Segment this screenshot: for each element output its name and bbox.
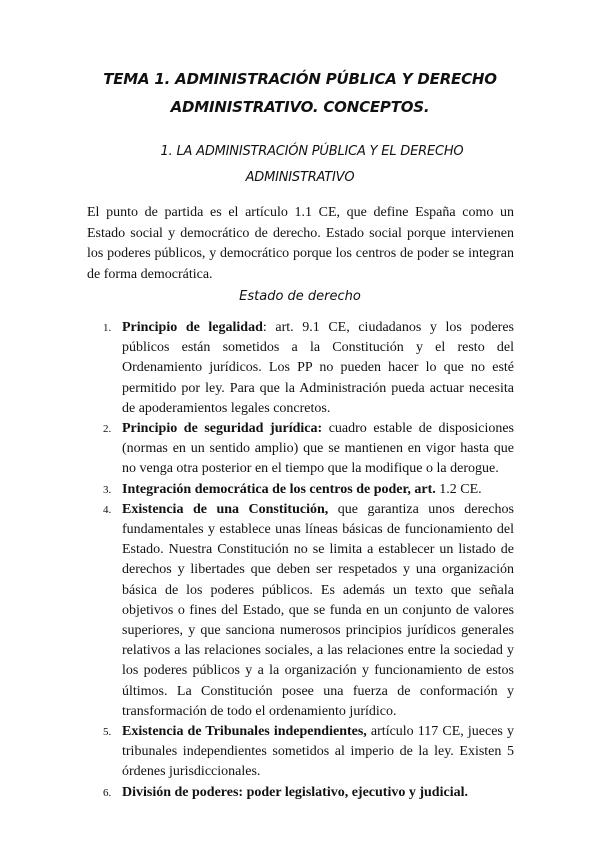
intro-paragraph: El punto de partida es el artículo 1.1 CE, que define España como un Estado social y democrático de derecho. Estado social porque intervienen los poderes públicos, y democrático porque los centros de poder se integran de forma democrática. <box>87 205 514 282</box>
list-number: 2. <box>103 423 112 436</box>
list-number: 5. <box>103 726 112 739</box>
item-bold-label: Existencia de Tribunales independientes, <box>122 724 367 740</box>
item-text: cuadro estable de disposiciones (normas en un sentido amplio) que se mantienen en vigor hasta que no venga otra posterior en el tiempo que la modifique o la derogue. <box>122 421 514 477</box>
list-item <box>87 722 514 783</box>
item-bold-label: División de poderes: poder legislativo, ejecutivo y judicial. <box>122 784 468 800</box>
list-item <box>87 480 514 500</box>
list-item <box>87 500 514 722</box>
principles-list <box>87 318 514 803</box>
list-number: 4. <box>103 503 112 516</box>
item-bold-label: Principio de legalidad <box>122 320 263 335</box>
section-title-line-2: ADMINISTRATIVO <box>245 170 355 185</box>
item-text: : art. 9.1 CE, ciudadanos y los poderes públicos están sometidos a la Constitución y el resto del Ordenamiento jurídicos. Los PP no pueden hacer lo que no esté permitido por ley. Para que la Administración pueda actuar necesita de apoderamientos legales concretos. <box>122 320 514 416</box>
item-text: que garantiza unos derechos fundamentales y establece unas líneas básicas de funcionamiento del Estado. Nuestra Constitución no se limita a establecer un listado de derechos y libertades que deben ser respetados y una organización básica de los poderes públicos. Es además un texto que señala objetivos o fines del Estado, que se funda en un conjunto de valores superiores, y que sanciona numerosos principios jurídicos generales relativos a las relaciones sociales, a las relaciones entre la sociedad y los poderes públicos y a la organización y funcionamiento de estos últimos. La Constitución posee una fuerza de conformación y transformación de todo el ordenamiento jurídico. <box>122 501 514 719</box>
list-number: 3. <box>103 483 112 496</box>
item-bold-label: Principio de seguridad jurídica: <box>122 421 323 437</box>
list-number: 6. <box>103 786 112 799</box>
section-title-line-1: 1. LA ADMINISTRACIÓN PÚBLICA Y EL DERECHO <box>160 144 464 159</box>
list-item <box>87 783 514 803</box>
subheading: Estado de derecho <box>239 289 361 304</box>
item-bold-label: Existencia de una Constitución, <box>122 501 329 517</box>
item-text: 1.2 CE. <box>435 481 482 497</box>
list-item <box>87 419 514 480</box>
list-number: 1. <box>103 322 112 334</box>
item-text: artículo 117 CE, jueces y tribunales independientes sometidos al imperio de la ley. Existen 5 órdenes jurisdiccionales. <box>122 724 514 780</box>
item-bold-label: Integración democrática de los centros de poder, art. <box>122 481 436 497</box>
document-title-line-1: TEMA 1. ADMINISTRACIÓN PÚBLICA Y DERECHO <box>103 70 497 88</box>
list-item <box>87 318 514 419</box>
document-title-line-2: ADMINISTRATIVO. CONCEPTOS. <box>170 98 430 116</box>
